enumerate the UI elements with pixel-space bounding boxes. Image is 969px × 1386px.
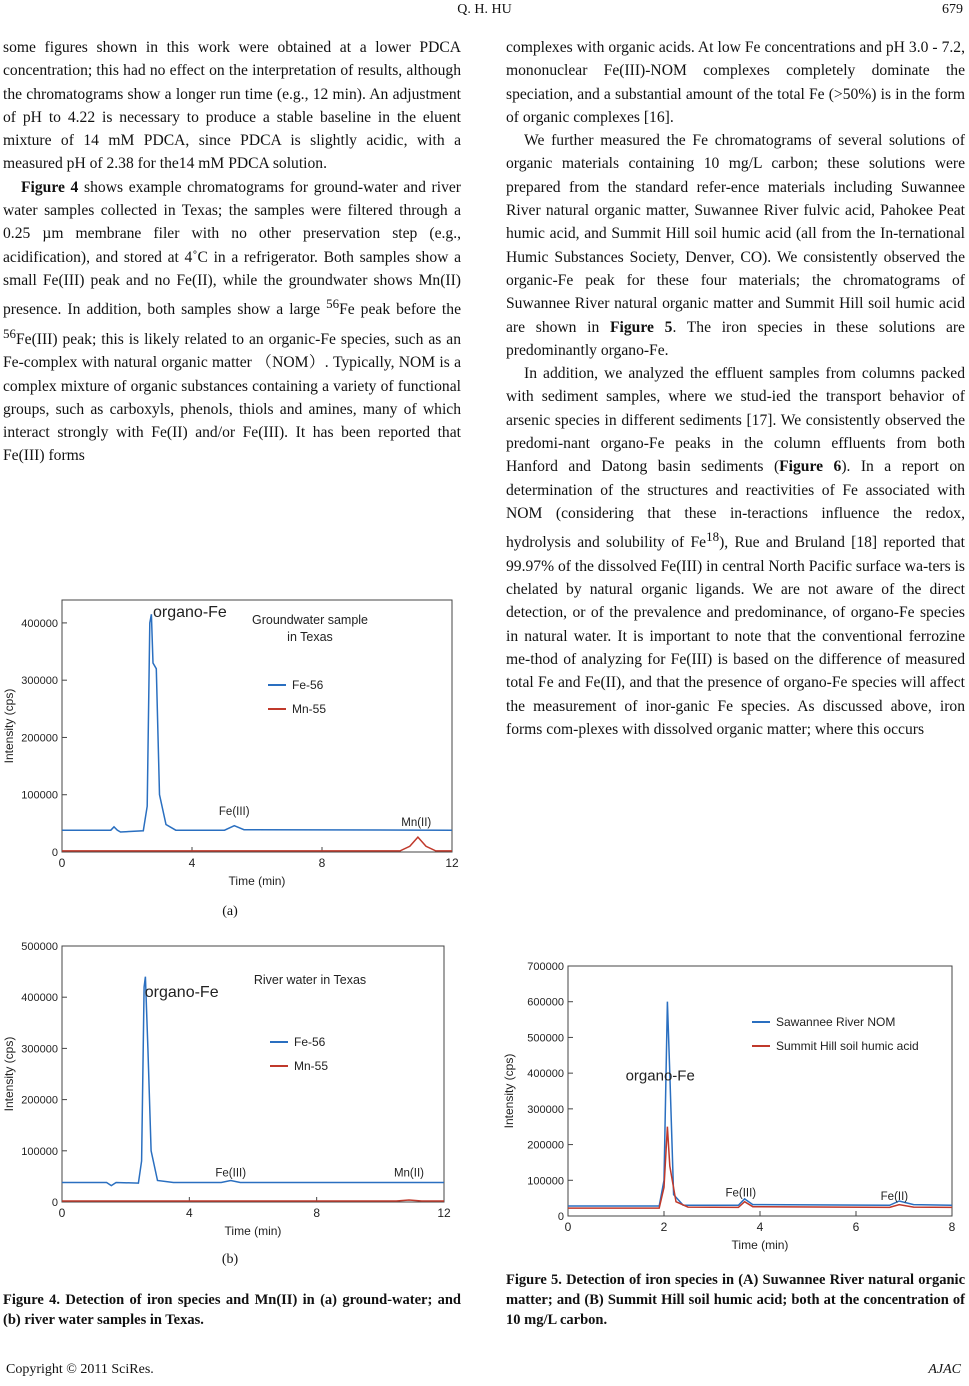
x-tick-label: 4 bbox=[756, 1220, 764, 1234]
y-axis-label: Intensity (cps) bbox=[2, 1036, 16, 1112]
figure-4a-label: (a) bbox=[222, 904, 238, 919]
series-line bbox=[62, 1200, 444, 1201]
right-column bbox=[506, 36, 965, 741]
peak-annotation: organo-Fe bbox=[625, 1067, 695, 1085]
figure-4b-label: (b) bbox=[221, 1252, 239, 1267]
y-tick-label: 400000 bbox=[527, 1068, 564, 1081]
x-tick-label: 0 bbox=[58, 1206, 66, 1220]
y-tick-label: 100000 bbox=[21, 1145, 58, 1158]
x-tick-label: 8 bbox=[313, 1206, 321, 1220]
figure-reference: Figure 5 bbox=[610, 318, 673, 336]
legend-label: Fe-56 bbox=[292, 678, 324, 692]
x-axis-label: Time (min) bbox=[731, 1238, 789, 1252]
page-number: 679 bbox=[942, 2, 963, 17]
running-author: Q. H. HU bbox=[457, 2, 512, 17]
journal-name: AJAC bbox=[928, 1362, 961, 1377]
x-tick-label: 0 bbox=[564, 1220, 572, 1234]
page-header bbox=[0, 2, 969, 22]
figure-reference: Figure 4 bbox=[21, 178, 79, 196]
series-line bbox=[62, 614, 452, 832]
y-tick-label: 0 bbox=[51, 847, 58, 859]
superscript: 56 bbox=[326, 296, 340, 312]
text-run: In addition, we analyzed the effluent samples from columns packed with sediment samples, where we stud-ied the transport behavior of arsenic species in different sediments [17]. We consistently observed the predomi-nant organo-Fe peaks in the column effluents from both Hanford and Datong basin sediments ( bbox=[506, 365, 965, 476]
peak-annotation: Fe(III) bbox=[725, 1187, 757, 1200]
x-tick-label: 6 bbox=[852, 1220, 860, 1234]
legend-label: Fe-56 bbox=[294, 1035, 326, 1049]
y-tick-label: 600000 bbox=[527, 996, 564, 1009]
chart-title: River water in Texas bbox=[253, 973, 367, 987]
y-tick-label: 300000 bbox=[21, 675, 58, 688]
peak-annotation: organo-Fe bbox=[153, 604, 227, 622]
chart-title: in Texas bbox=[287, 630, 333, 644]
x-tick-label: 12 bbox=[437, 1206, 451, 1220]
figure-reference: Figure 6 bbox=[779, 458, 842, 476]
figure-4b-chart bbox=[0, 936, 455, 1246]
peak-annotation: Mn(II) bbox=[401, 817, 432, 830]
x-tick-label: 0 bbox=[58, 856, 66, 870]
paragraph bbox=[506, 129, 965, 362]
y-tick-label: 400000 bbox=[21, 992, 58, 1005]
figure-5-chart bbox=[500, 952, 965, 1260]
y-tick-label: 700000 bbox=[527, 961, 564, 973]
x-tick-label: 8 bbox=[948, 1220, 956, 1234]
y-tick-label: 300000 bbox=[21, 1043, 58, 1056]
chart-canvas bbox=[0, 594, 459, 894]
y-axis-label: Intensity (cps) bbox=[502, 1053, 516, 1129]
y-tick-label: 500000 bbox=[527, 1032, 564, 1045]
peak-annotation: Fe(III) bbox=[218, 805, 250, 818]
legend-label: Mn-55 bbox=[294, 1059, 329, 1073]
chart-title: Groundwater sample bbox=[251, 613, 369, 627]
text-run: ). In a report on determination of the structures and reactivities of Fe associated with NOM (considering that these in-teractions influence the redox, hydrolysis and solubility of Fe bbox=[506, 458, 965, 552]
series-line bbox=[568, 1002, 952, 1206]
left-column bbox=[3, 36, 461, 468]
legend-label: Summit Hill soil humic acid bbox=[776, 1039, 919, 1053]
text-run: ), Rue and Bruland [18] reported that 99.97% of the dissolved Fe(III) in central North Pacific surface wa-ters is chelated by natural organic ligands. We are not aware of the direct detection, or of the prevalence and predominance, of organo-Fe species in natural water. It is important to note that the conventional ferrozine me-thod of analyzing for Fe(III) is based on the difference of measured total Fe and Fe(II), and that the presence of organo-Fe species will affect the measurement of inor-ganic Fe species. As discussed above, iron forms com-plexes with dissolved organic matter; where this occurs bbox=[506, 534, 966, 738]
plot-frame bbox=[568, 966, 952, 1216]
x-tick-label: 8 bbox=[318, 856, 326, 870]
y-tick-label: 200000 bbox=[21, 1094, 58, 1107]
superscript: 18 bbox=[706, 529, 720, 545]
paragraph bbox=[506, 362, 965, 741]
y-tick-label: 0 bbox=[51, 1197, 58, 1209]
text-run: . The iron species in these solutions are predominantly organo-Fe. bbox=[506, 318, 965, 359]
text-run: Fe peak before the bbox=[339, 301, 461, 319]
x-tick-label: 4 bbox=[185, 1206, 193, 1220]
figure-4a-chart bbox=[0, 594, 459, 894]
text-run: shows example chromatograms for ground-water and river water samples collected in Texas; the samples were filtered through a 0.25 µm membrane filer with no other preservation step (e.g., acidification), and stored at 4˚C in a refrigerator. Both samples show a small Fe(III) peak and no Fe(II), while the groundwater shows Mn(II) presence. In addition, both samples show a large bbox=[3, 178, 461, 319]
paragraph bbox=[3, 176, 461, 468]
y-tick-label: 200000 bbox=[21, 732, 58, 745]
superscript: 56 bbox=[3, 325, 16, 341]
paragraph: complexes with organic acids. At low Fe concentrations and pH 3.0 - 7.2, mononuclear Fe(III)-NOM complexes completely dominate the speciation, and a substantial amount of the total Fe (>50%) is in the form of organic complexes [16]. bbox=[506, 39, 965, 126]
y-tick-label: 100000 bbox=[21, 789, 58, 802]
chart-canvas bbox=[500, 952, 965, 1260]
figure-5-caption: Figure 5. Detection of iron species in (A) Suwannee River natural organic matter; and (B) Summit Hill soil humic acid; both at the concentration of 10 mg/L carbon. bbox=[506, 1272, 965, 1328]
series-line bbox=[62, 977, 444, 1186]
x-axis-label: Time (min) bbox=[224, 1224, 282, 1238]
x-tick-label: 12 bbox=[445, 856, 459, 870]
y-tick-label: 500000 bbox=[21, 941, 58, 953]
y-tick-label: 100000 bbox=[527, 1175, 564, 1188]
y-axis-label: Intensity (cps) bbox=[2, 688, 16, 764]
y-tick-label: 300000 bbox=[527, 1103, 564, 1116]
legend-label: Mn-55 bbox=[292, 702, 327, 716]
legend-label: Sawannee River NOM bbox=[776, 1015, 896, 1029]
paragraph: some figures shown in this work were obtained at a lower PDCA concentration; this had no effect on the interpretation of results, although the chromatograms show a longer run time (e.g., 12 min). An adjustment of pH to 4.22 is necessary to produce a stable baseline in the eluent mixture of 14 mM PDCA, since PDCA is slightly acidic, with a measured pH of 2.38 for the14 mM PDCA solution. bbox=[3, 39, 461, 173]
peak-annotation: Mn(II) bbox=[393, 1167, 424, 1180]
y-tick-label: 0 bbox=[557, 1211, 564, 1223]
chart-canvas bbox=[0, 936, 455, 1246]
copyright: Copyright © 2011 SciRes. bbox=[6, 1362, 154, 1377]
text-run: We further measured the Fe chromatograms of several solutions of organic materials containing 10 mg/L carbon; these solutions were prepared from the standard refer-ence materials including Suwannee River natural organic matter, Suwannee River fulvic acid, Pahokee Peat humic acid, and Summit Hill soil humic acid (all from the In-ternational Humic Substances Society, Denver, CO). We consistently observed the organic-Fe peak for these four materials; the chromatograms of Suwannee River natural organic matter and Summit Hill soil humic acid are shown in bbox=[506, 132, 965, 336]
page-footer bbox=[6, 1362, 961, 1378]
text-run: Fe(III) peak; this is likely related to an organic-Fe species, such as an Fe-complex with natural organic matter （NOM）. Typically, NOM is a complex mixture of organic substances containing a variety of functional groups, such as carboxyls, phenols, thiols and amines, many of which interact strongly with Fe(II) and/or Fe(III). It has been reported that Fe(III) forms bbox=[3, 330, 461, 465]
y-tick-label: 400000 bbox=[21, 617, 58, 630]
x-axis-label: Time (min) bbox=[228, 874, 286, 888]
peak-annotation: organo-Fe bbox=[144, 984, 219, 1002]
plot-frame bbox=[62, 600, 452, 852]
y-tick-label: 200000 bbox=[527, 1139, 564, 1152]
series-line bbox=[62, 837, 452, 851]
x-tick-label: 2 bbox=[660, 1220, 668, 1234]
peak-annotation: Fe(II) bbox=[880, 1190, 909, 1203]
peak-annotation: Fe(III) bbox=[215, 1167, 247, 1180]
x-tick-label: 4 bbox=[188, 856, 196, 870]
figure-4-caption: Figure 4. Detection of iron species and Mn(II) in (a) ground-water; and (b) river water samples in Texas. bbox=[3, 1292, 461, 1328]
